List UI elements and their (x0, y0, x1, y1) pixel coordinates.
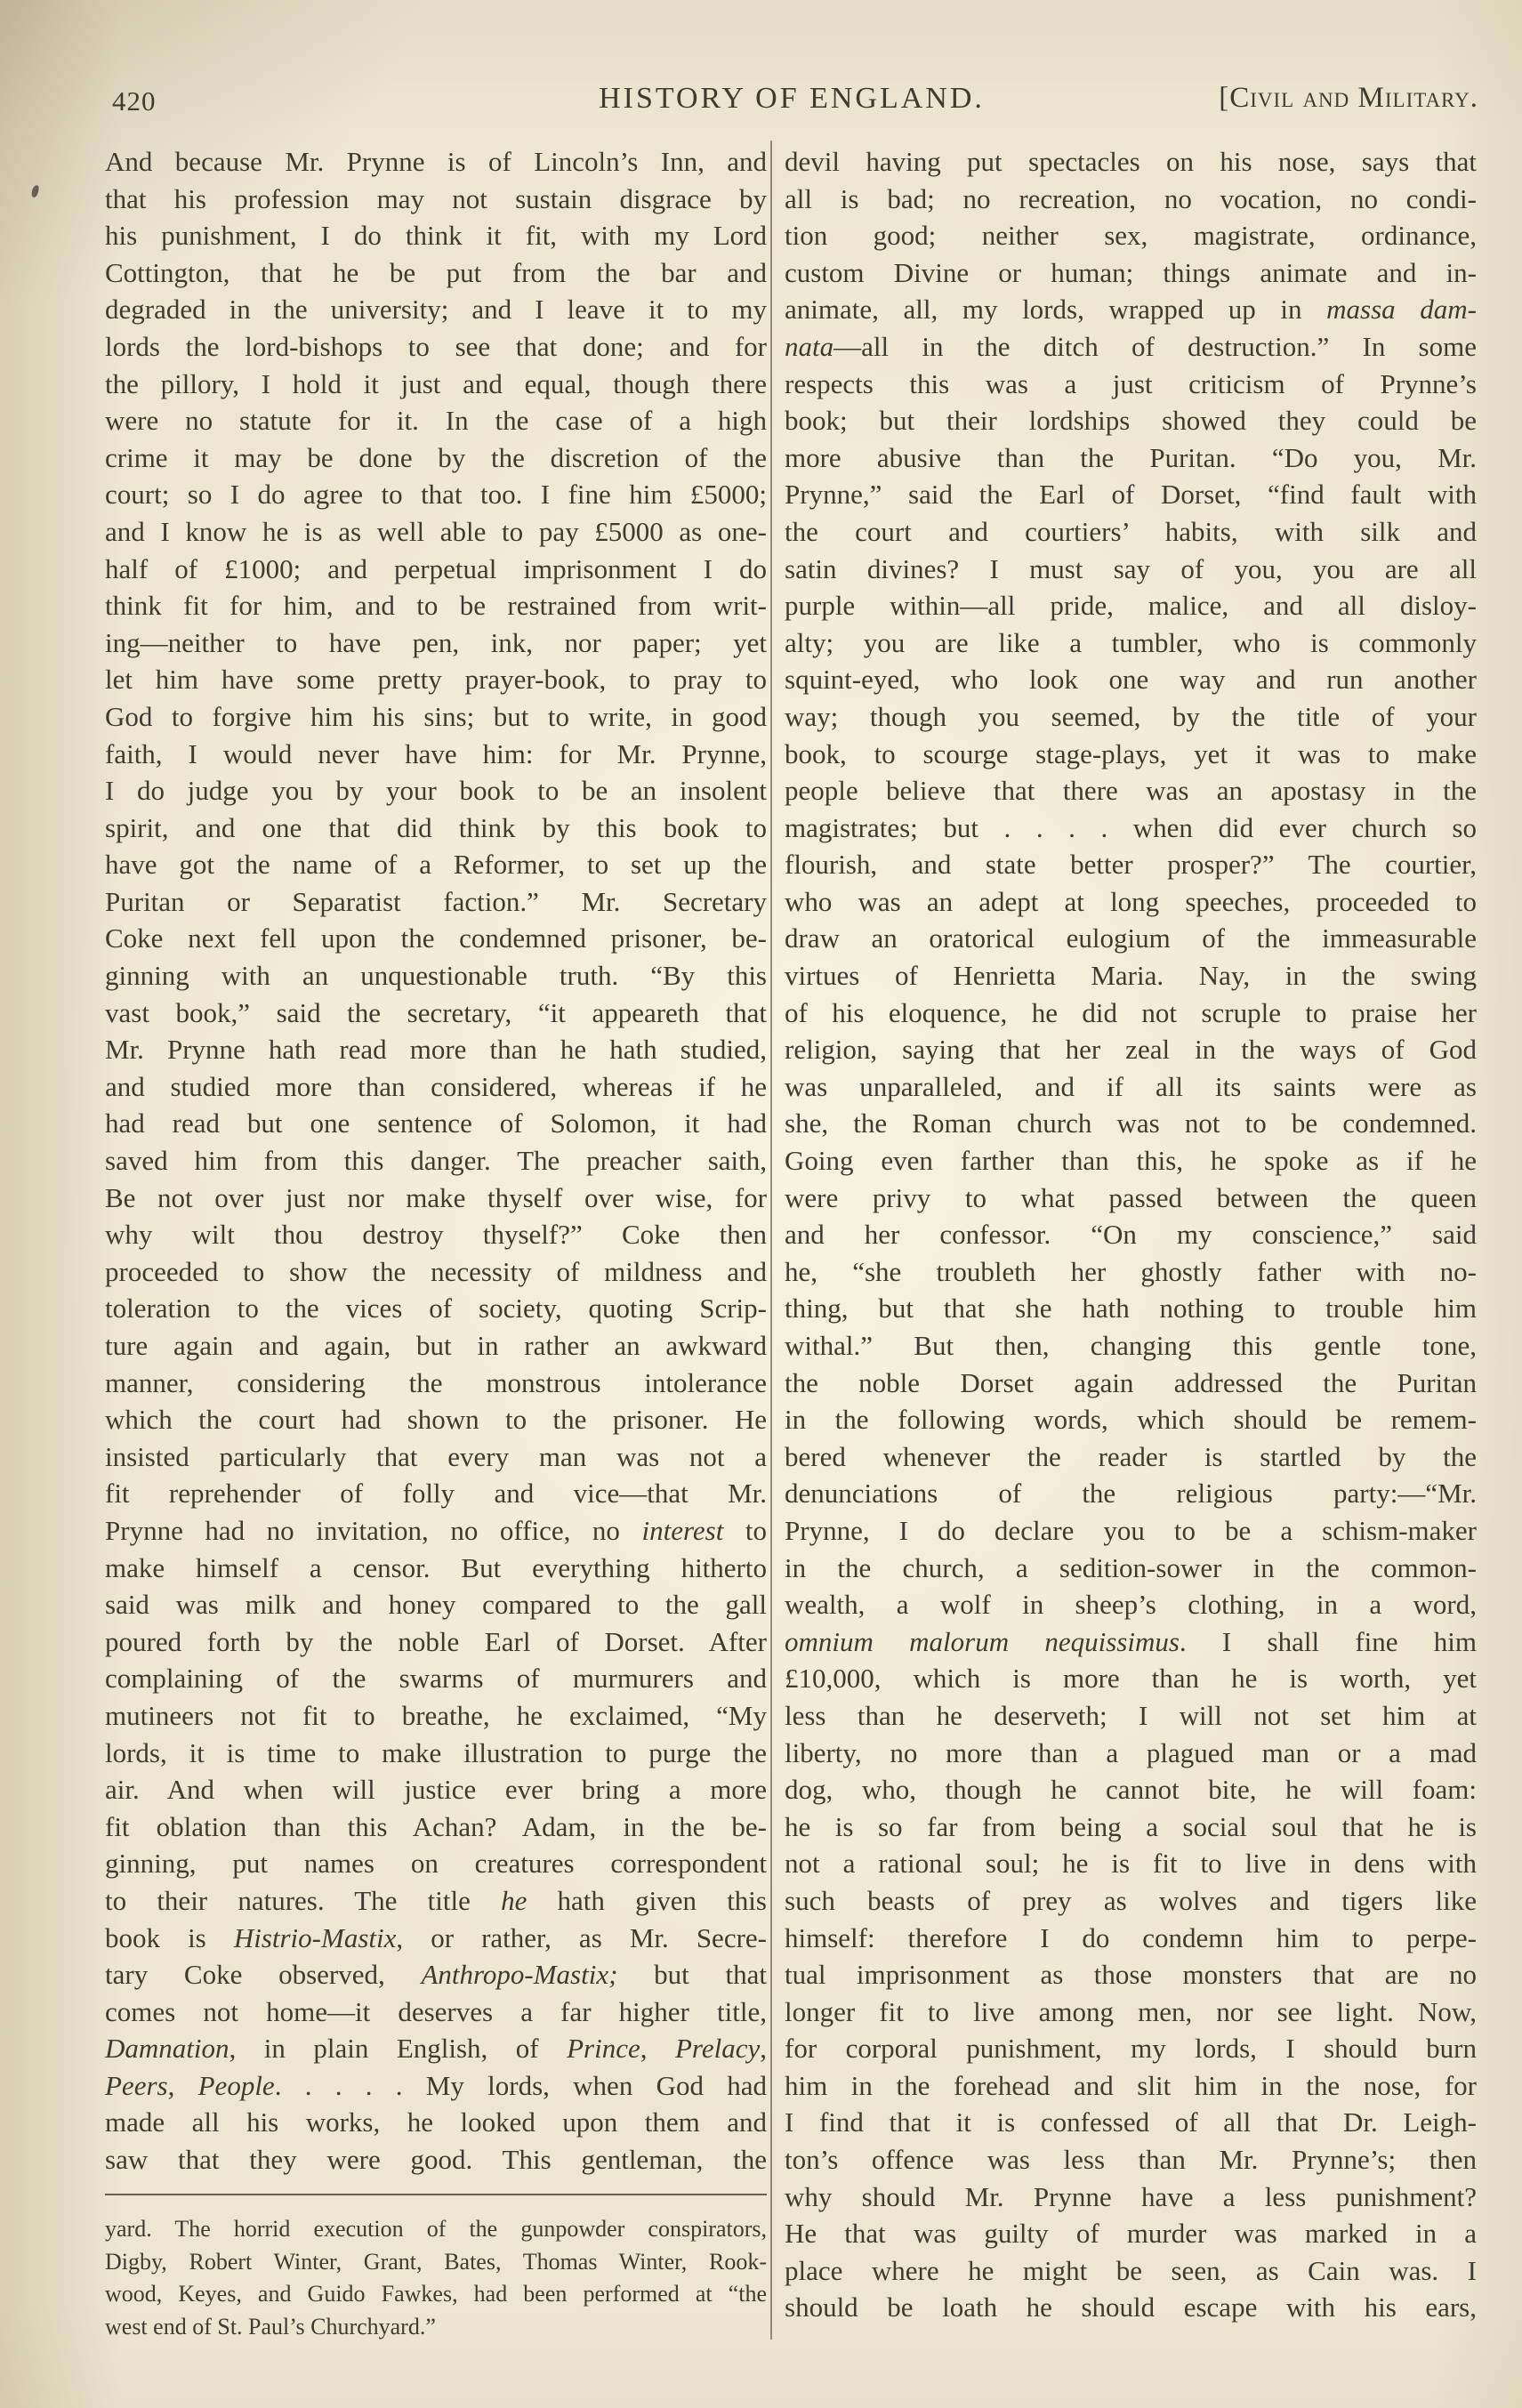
text-line: Coke next fell upon the condemned prisoner, be- (105, 922, 767, 954)
text-line: insisted particularly that every man was not a (105, 1440, 767, 1472)
left-column (105, 143, 767, 2178)
text-line: air. And when will justice ever bring a more (105, 1774, 767, 1806)
text-line: not a rational soul; he is fit to live in dens with (785, 1848, 1477, 1880)
text-line: Prynne, I do declare you to be a schism-maker (785, 1514, 1477, 1546)
text-line: were privy to what passed between the queen (785, 1181, 1477, 1213)
text-line: half of £1000; and perpetual imprisonment I do (105, 552, 767, 584)
text-line: toleration to the vices of society, quoting Scrip- (105, 1293, 767, 1325)
text-line: of his eloquence, he did not scruple to praise her (785, 996, 1477, 1028)
text-line: made all his works, he looked upon them and (105, 2106, 767, 2138)
text-line: saw that they were good. This gentleman, the (105, 2144, 767, 2176)
text-line: Be not over just nor make thyself over wise, for (105, 1181, 767, 1213)
column-divider (770, 141, 772, 2340)
text-line: more abusive than the Puritan. “Do you, Mr. (785, 441, 1477, 473)
text-line: himself: therefore I do condemn him to perpe- (785, 1921, 1477, 1953)
text-line: nata—all in the ditch of destruction.” In some (785, 330, 1477, 362)
text-line: Going even farther than this, he spoke as if he (785, 1145, 1477, 1177)
text-line: he is so far from being a social soul that he is (785, 1810, 1477, 1842)
text-line: less than he deserveth; I will not set him at (785, 1699, 1477, 1731)
text-line: squint-eyed, who look one way and run another (785, 664, 1477, 696)
text-line: such beasts of prey as wolves and tigers like (785, 1884, 1477, 1916)
text-line: ing—neither to have pen, ink, nor paper; yet (105, 626, 767, 658)
text-line: And because Mr. Prynne is of Lincoln’s Inn, and (105, 146, 767, 177)
text-line: ton’s offence was less than Mr. Prynne’s; then (785, 2144, 1477, 2176)
text-line: Damnation, in plain English, of Prince, Prelacy, (105, 2033, 767, 2065)
text-line: book; but their lordships showed they could be (785, 405, 1477, 437)
text-line: book, to scourge stage-plays, yet it was to make (785, 737, 1477, 769)
text-line: God to forgive him his sins; but to write, in good (105, 700, 767, 732)
text-line: said was milk and honey compared to the gall (105, 1589, 767, 1621)
text-line: crime it may be done by the discretion of the (105, 441, 767, 473)
text-line: devil having put spectacles on his nose, says that (785, 146, 1477, 177)
text-line: were no statute for it. In the case of a high (105, 405, 767, 437)
text-line: flourish, and state better prosper?” The courtier, (785, 849, 1477, 881)
text-line: he, “she troubleth her ghostly father with no- (785, 1255, 1477, 1287)
text-line: spirit, and one that did think by this book to (105, 811, 767, 843)
text-line: He that was guilty of murder was marked in a (785, 2218, 1477, 2250)
text-line: bered whenever the reader is startled by the (785, 1440, 1477, 1472)
text-line: who was an adept at long speeches, proceeded to (785, 885, 1477, 917)
page-number: 420 (112, 85, 157, 117)
text-line: for corporal punishment, my lords, I should burn (785, 2033, 1477, 2065)
text-line: I find that it is confessed of all that Dr. Leigh- (785, 2106, 1477, 2138)
text-line: to their natures. The title he hath given this (105, 1884, 767, 1916)
text-line: Cottington, that he be put from the bar and (105, 256, 767, 288)
text-line: wealth, a wolf in sheep’s clothing, in a word, (785, 1589, 1477, 1621)
text-line: fit reprehender of folly and vice—that Mr. (105, 1478, 767, 1510)
text-line: mutineers not fit to breathe, he exclaimed, “My (105, 1699, 767, 1731)
text-line: people believe that there was an apostasy in the (785, 775, 1477, 807)
text-line: faith, I would never have him: for Mr. Prynne, (105, 737, 767, 769)
text-line: denunciations of the religious party:—“Mr. (785, 1478, 1477, 1510)
text-line: had read but one sentence of Solomon, it had (105, 1107, 767, 1140)
text-line: Prynne had no invitation, no office, no interest to (105, 1514, 767, 1546)
text-line: tary Coke observed, Anthropo-Mastix; but that (105, 1959, 767, 1991)
text-line: liberty, no more than a plagued man or a mad (785, 1736, 1477, 1768)
text-line: and studied more than considered, whereas if he (105, 1070, 767, 1102)
text-line: proceeded to show the necessity of mildness and (105, 1255, 767, 1287)
text-line: ture again and again, but in rather an awkward (105, 1330, 767, 1361)
text-line: satin divines? I must say of you, you are all (785, 552, 1477, 584)
text-line: animate, all, my lords, wrapped up in massa dam- (785, 294, 1477, 326)
text-line: and her confessor. “On my conscience,” said (785, 1219, 1477, 1251)
text-line: west end of St. Paul’s Churchyard.” (105, 2313, 436, 2340)
text-line: his punishment, I do think it fit, with my Lord (105, 220, 767, 252)
text-line: think fit for him, and to be restrained from writ- (105, 590, 767, 622)
text-line: Peers, People. . . . . My lords, when God had (105, 2069, 768, 2101)
text-line: court; so I do agree to that too. I fine him £5000; (105, 479, 767, 511)
running-title: HISTORY OF ENGLAND. (599, 82, 985, 115)
text-line: she, the Roman church was not to be condemned. (785, 1107, 1477, 1140)
page-header (105, 78, 1478, 128)
text-line: which the court had shown to the prisoner. He (105, 1404, 767, 1436)
footnote (105, 2213, 767, 2343)
text-line: virtues of Henrietta Maria. Nay, in the swing (785, 960, 1477, 992)
text-line: vast book,” said the secretary, “it appeareth that (105, 996, 767, 1028)
text-line: in the church, a sedition-sower in the common- (785, 1551, 1477, 1583)
text-line: alty; you are like a tumbler, who is commonly (785, 626, 1477, 658)
text-line: Puritan or Separatist faction.” Mr. Secretary (105, 885, 767, 917)
text-line: longer fit to live among men, nor see light. Now, (785, 1995, 1477, 2027)
text-line: that his profession may not sustain disgrace by (105, 182, 767, 214)
text-line: Digby, Robert Winter, Grant, Bates, Thomas Winter, Rook- (105, 2248, 767, 2275)
right-column (785, 143, 1477, 2326)
text-line: the noble Dorset again addressed the Puritan (785, 1366, 1477, 1398)
ink-speck (30, 184, 39, 197)
text-line: magistrates; but . . . . when did ever church so (785, 811, 1477, 843)
text-line: fit oblation than this Achan? Adam, in the be- (105, 1810, 767, 1842)
text-line: should be loath he should escape with his ears, (785, 2291, 1477, 2323)
text-line: ginning with an unquestionable truth. “By this (105, 960, 767, 992)
text-line: purple within—all pride, malice, and all disloy- (785, 590, 1477, 622)
text-line: degraded in the university; and I leave it to my (105, 294, 767, 326)
text-line: omnium malorum nequissimus. I shall fine him (785, 1625, 1477, 1657)
text-line: respects this was a just criticism of Prynne’s (785, 367, 1477, 399)
text-line: wood, Keyes, and Guido Fawkes, had been performed at “the (105, 2281, 767, 2307)
text-line: dog, who, though he cannot bite, he will foam: (785, 1774, 1477, 1806)
text-line: why wilt thou destroy thyself?” Coke then (105, 1219, 767, 1251)
text-line: all is bad; no recreation, no vocation, no condi- (785, 182, 1477, 214)
text-line: him in the forehead and slit him in the nose, for (785, 2069, 1477, 2101)
text-line: lords, it is time to make illustration to purge the (105, 1736, 767, 1768)
text-line: religion, saying that her zeal in the ways of God (785, 1034, 1477, 1066)
text-line: ginning, put names on creatures correspondent (105, 1848, 767, 1880)
text-line: £10,000, which is more than he is worth, yet (785, 1663, 1477, 1695)
text-line: I do judge you by your book to be an insolent (105, 775, 767, 807)
text-line: poured forth by the noble Earl of Dorset. After (105, 1625, 767, 1657)
text-line: Prynne,” said the Earl of Dorset, “find fault with (785, 479, 1477, 511)
text-line: have got the name of a Reformer, to set up the (105, 849, 767, 881)
text-line: complaining of the swarms of murmurers and (105, 1663, 767, 1695)
text-line: in the following words, which should be remem- (785, 1404, 1477, 1436)
text-line: was unparalleled, and if all its saints were as (785, 1070, 1477, 1102)
text-line: and I know he is as well able to pay £5000 as one- (105, 515, 767, 547)
text-line: custom Divine or human; things animate and in- (785, 256, 1477, 288)
text-line: let him have some pretty prayer-book, to pray to (105, 664, 767, 696)
text-line: saved him from this danger. The preacher saith, (105, 1145, 767, 1177)
text-line: comes not home—it deserves a far higher title, (105, 1995, 767, 2027)
text-line: the court and courtiers’ habits, with silk and (785, 515, 1477, 547)
text-line: way; though you seemed, by the title of your (785, 700, 1477, 732)
text-line: place where he might be seen, as Cain was. I (785, 2254, 1477, 2286)
text-line: the pillory, I hold it just and equal, though there (105, 367, 767, 399)
text-line: book is Histrio-Mastix, or rather, as Mr. Secre- (105, 1921, 767, 1953)
footnote-rule (105, 2194, 767, 2195)
text-line: thing, but that she hath nothing to trouble him (785, 1293, 1477, 1325)
text-line: why should Mr. Prynne have a less punishment? (785, 2180, 1477, 2212)
text-line: tual imprisonment as those monsters that are no (785, 1959, 1477, 1991)
text-line: make himself a censor. But everything hitherto (105, 1551, 767, 1583)
text-line: Mr. Prynne hath read more than he hath studied, (105, 1034, 767, 1066)
text-line: draw an oratorical eulogium of the immeasurable (785, 922, 1477, 954)
text-line: tion good; neither sex, magistrate, ordinance, (785, 220, 1477, 252)
section-label: [Civil and Military. (1219, 82, 1478, 114)
text-line: manner, considering the monstrous intolerance (105, 1366, 767, 1398)
text-line: yard. The horrid execution of the gunpowder conspirators, (105, 2216, 767, 2242)
text-line: withal.” But then, changing this gentle tone, (785, 1330, 1477, 1361)
text-line: lords the lord-bishops to see that done; and for (105, 330, 767, 362)
